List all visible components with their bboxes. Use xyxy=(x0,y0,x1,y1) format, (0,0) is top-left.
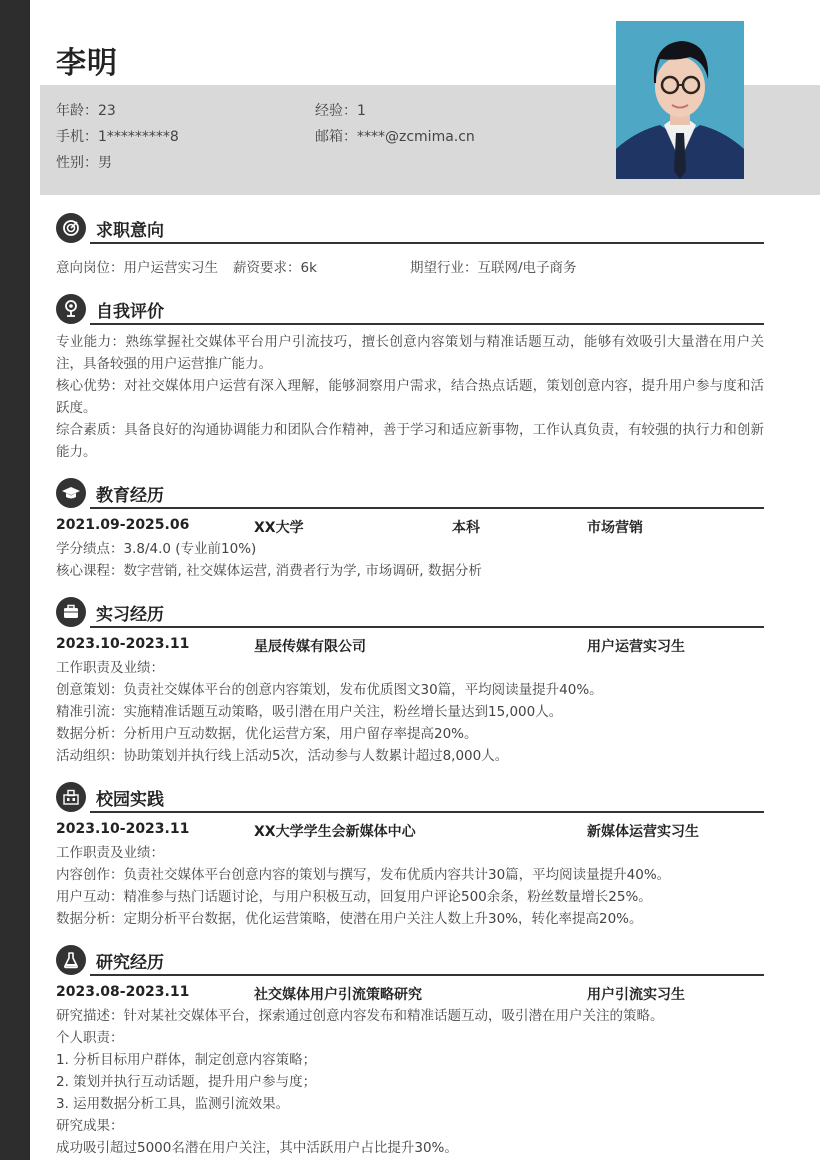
section-divider xyxy=(90,323,764,325)
section-title: 研究经历 xyxy=(96,953,164,973)
campus-org: XX大学学生会新媒体中心 xyxy=(254,824,416,840)
info-phone: 手机：1*********8 xyxy=(56,129,179,145)
intern-company: 星辰传媒有限公司 xyxy=(254,639,366,655)
edu-degree: 本科 xyxy=(452,520,480,536)
briefcase-icon xyxy=(56,597,86,627)
intern-line: 活动组织：协助策划并执行线上活动5次，活动参与人数累计超过8,000人。 xyxy=(56,748,509,764)
section-campus-practice xyxy=(56,782,764,930)
candidate-name: 李明 xyxy=(56,46,118,81)
intern-line: 精准引流：实施精准话题互动策略，吸引潜在用户关注，粉丝增长量达到15,000人。 xyxy=(56,704,563,720)
info-email: 邮箱：****@zcmima.cn xyxy=(315,129,475,145)
section-title: 自我评价 xyxy=(96,302,164,322)
section-research xyxy=(56,945,764,1159)
research-period: 2023.08-2023.11 xyxy=(56,984,190,1000)
edu-courses: 核心课程：数字营销, 社交媒体运营, 消费者行为学, 市场调研, 数据分析 xyxy=(56,563,482,579)
edu-gpa: 学分绩点：3.8/4.0 (专业前10%) xyxy=(56,541,257,557)
edu-school: XX大学 xyxy=(254,520,304,536)
eval-qualities: 综合素质：具备良好的沟通协调能力和团队合作精神，善于学习和适应新事物，工作认真负责，有较强的执行力和创新能力。 xyxy=(56,422,764,460)
section-title: 教育经历 xyxy=(96,486,164,506)
flower-badge-icon xyxy=(56,294,86,324)
section-title: 求职意向 xyxy=(96,221,164,241)
eval-strengths: 核心优势：对社交媒体用户运营有深入理解，能够洞察用户需求，结合热点话题，策划创意内容，提升用户参与度和活跃度。 xyxy=(56,378,764,416)
intended-position: 意向岗位：用户运营实习生 xyxy=(56,260,218,276)
edu-period: 2021.09-2025.06 xyxy=(56,517,190,533)
research-line: 个人职责： xyxy=(56,1030,124,1046)
campus-line: 内容创作：负责社交媒体平台创意内容的策划与撰写，发布优质内容共计30篇，平均阅读量提升40%。 xyxy=(56,867,671,883)
research-line: 研究描述：针对某社交媒体平台，探索通过创意内容发布和精准话题互动，吸引潜在用户关注的策略。 xyxy=(56,1008,664,1024)
intern-line: 创意策划：负责社交媒体平台的创意内容策划，发布优质图文30篇，平均阅读量提升40%。 xyxy=(56,682,603,698)
eval-professional: 专业能力：熟练掌握社交媒体平台用户引流技巧，擅长创意内容策划与精准话题互动，能够有效吸引大量潜在用户关注，具备较强的用户运营推广能力。 xyxy=(56,334,764,372)
info-experience: 经验：1 xyxy=(315,103,366,119)
section-title: 校园实践 xyxy=(96,790,164,810)
research-line: 成功吸引超过5000名潜在用户关注，其中活跃用户占比提升30%。 xyxy=(56,1140,458,1156)
research-line: 研究成果： xyxy=(56,1118,124,1134)
campus-line: 工作职责及业绩： xyxy=(56,845,164,861)
intern-period: 2023.10-2023.11 xyxy=(56,636,190,652)
research-line: 1. 分析目标用户群体，制定创意内容策略； xyxy=(56,1052,317,1068)
section-divider xyxy=(90,974,764,976)
research-project: 社交媒体用户引流策略研究 xyxy=(254,987,422,1003)
target-icon xyxy=(56,213,86,243)
section-divider xyxy=(90,626,764,628)
campus-line: 用户互动：精准参与热门话题讨论，与用户积极互动，回复用户评论500余条，粉丝数量增长25%。 xyxy=(56,889,652,905)
graduation-cap-icon xyxy=(56,478,86,508)
section-self-evaluation xyxy=(56,294,764,463)
expected-salary: 薪资要求：6k xyxy=(233,260,317,276)
intern-line: 数据分析：分析用户互动数据，优化运营方案，用户留存率提高20%。 xyxy=(56,726,478,742)
section-internship xyxy=(56,597,764,767)
building-icon xyxy=(56,782,86,812)
campus-line: 数据分析：定期分析平台数据，优化运营策略，使潜在用户关注人数上升30%，转化率提高20%。 xyxy=(56,911,643,927)
section-divider xyxy=(90,811,764,813)
research-line: 3. 运用数据分析工具，监测引流效果。 xyxy=(56,1096,290,1112)
section-divider xyxy=(90,507,764,509)
campus-period: 2023.10-2023.11 xyxy=(56,821,190,837)
section-divider xyxy=(90,242,764,244)
intern-role: 用户运营实习生 xyxy=(587,639,685,655)
left-decorative-strip xyxy=(0,0,30,1160)
campus-role: 新媒体运营实习生 xyxy=(587,824,699,840)
expected-industry: 期望行业：互联网/电子商务 xyxy=(410,260,577,276)
research-role: 用户引流实习生 xyxy=(587,987,685,1003)
section-education xyxy=(56,478,764,582)
info-gender: 性别：男 xyxy=(56,155,112,171)
research-line: 2. 策划并执行互动话题，提升用户参与度； xyxy=(56,1074,317,1090)
section-job-intention xyxy=(56,213,764,279)
profile-photo xyxy=(616,21,744,179)
section-title: 实习经历 xyxy=(96,605,164,625)
info-age: 年龄：23 xyxy=(56,103,116,119)
flask-icon xyxy=(56,945,86,975)
intern-line: 工作职责及业绩： xyxy=(56,660,164,676)
edu-major: 市场营销 xyxy=(587,520,643,536)
